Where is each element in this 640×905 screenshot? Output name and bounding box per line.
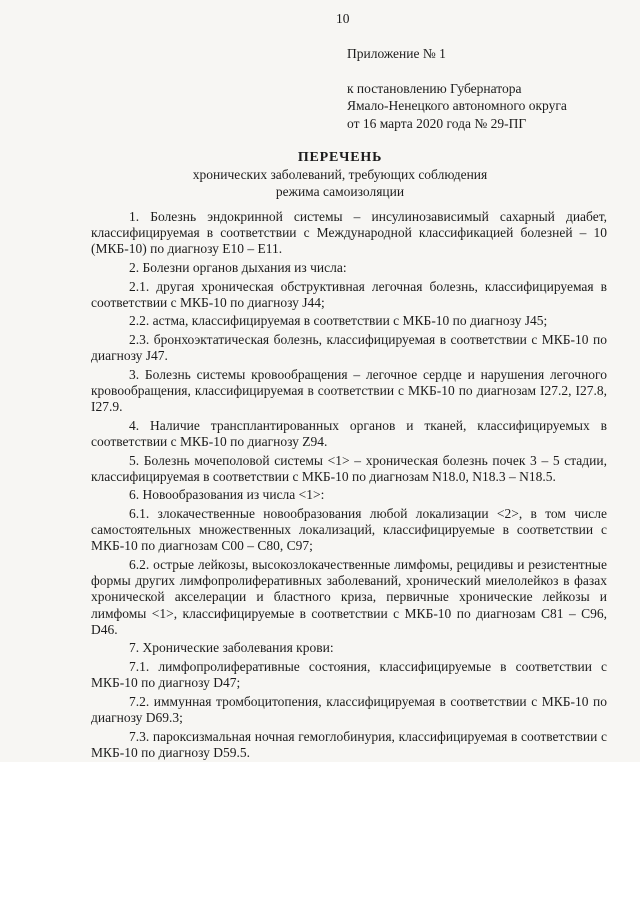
list-item: 2.3. бронхоэктатическая болезнь, классифицируемая в соответствии с МКБ-10 по диагнозу J47. <box>91 331 607 364</box>
list-item: 7. Хронические заболевания крови: <box>129 640 334 656</box>
list-item: 2.2. астма, классифицируемая в соответствии с МКБ-10 по диагнозу J45; <box>129 313 548 329</box>
list-item: 7.2. иммунная тромбоцитопения, классифицируемая в соответствии с МКБ-10 по диагнозу D69.3; <box>91 693 607 725</box>
appendix-header <box>347 45 617 132</box>
list-item: 7.3. пароксизмальная ночная гемоглобинурия, классифицируемая в соответствии с МКБ-10 по диагнозу D59.5. <box>91 728 607 760</box>
list-item: 6.2. острые лейкозы, высокозлокачественные лимфомы, рецидивы и резистентные формы других лимфопролиферативных заболеваний, хронический миелолейкоз в фазах хронической акселерации и бластного криза, первичные хронические лейкозы и лимфомы <1>, классифицируемые в соответствии с МКБ-10 по диагнозам C81 – C96, D46. <box>91 556 607 637</box>
list-item: 4. Наличие трансплантированных органов и тканей, классифицируемых в соответствии с МКБ-10 по диагнозу Z94. <box>91 417 607 449</box>
list-item: 6.1. злокачественные новообразования любой локализации <2>, в том числе самостоятельных множественных локализаций, классифицируемые в соответствии с МКБ-10 по диагнозам C00 – C80, C97; <box>91 505 607 554</box>
list-item: 7.1. лимфопролиферативные состояния, классифицируемые в соответствии с МКБ-10 по диагнозу D47; <box>91 658 607 691</box>
document-body <box>91 209 607 782</box>
appendix-ref-line: Ямало-Ненецкого автономного округа <box>347 98 567 113</box>
list-item: 1. Болезнь эндокринной системы – инсулинозависимый сахарный диабет, классифицируемая в соответствии с Международной классификацией болезней – 10 (МКБ-10) по диагнозу E10 – E11. <box>91 209 607 257</box>
list-item: 6. Новообразования из числа <1>: <box>129 487 325 503</box>
blank-area <box>0 762 640 905</box>
list-item: 5. Болезнь мочеполовой системы <1> – хроническая болезнь почек 3 – 5 стадии, классифицируемая в соответствии с МКБ-10 по диагнозам N18.0, N18.3 – N18.5. <box>91 452 607 484</box>
list-item: 2.1. другая хроническая обструктивная легочная болезнь, классифицируемая в соответствии с МКБ-10 по диагнозу J44; <box>91 278 607 310</box>
document-subtitle: режима самоизоляции <box>275 184 405 199</box>
document-title: ПЕРЕЧЕНЬ <box>297 150 383 165</box>
appendix-ref-line: от 16 марта 2020 года № 29-ПГ <box>347 115 527 131</box>
appendix-ref-line: к постановлению Губернатора <box>347 80 522 96</box>
title-block <box>140 149 540 200</box>
appendix-title: Приложение № 1 <box>347 46 446 61</box>
list-item: 3. Болезнь системы кровообращения – легочное сердце и нарушения легочного кровообращения, классифицируемая в соответствии с МКБ-10 по диагнозам I27.2, I27.8, I27.9. <box>91 366 607 415</box>
page-number: 10 <box>336 11 350 26</box>
document-subtitle: хронических заболеваний, требующих соблюдения <box>192 167 488 182</box>
list-item: 2. Болезни органов дыхания из числа: <box>129 260 347 275</box>
